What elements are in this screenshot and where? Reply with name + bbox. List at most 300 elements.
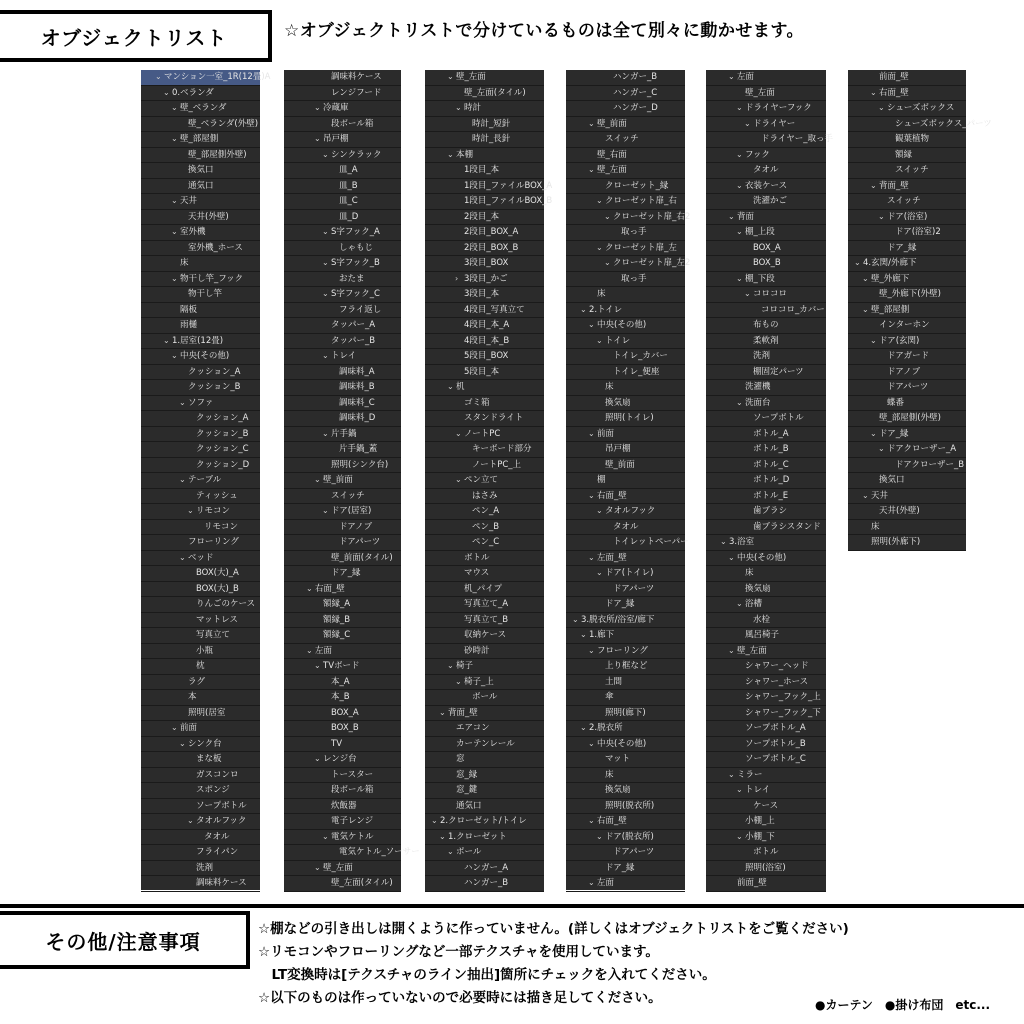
tree-row[interactable] [566, 148, 685, 164]
tree-row[interactable] [706, 86, 826, 102]
chevron-down-icon[interactable]: ⌄ [163, 335, 170, 345]
tree-row[interactable] [284, 737, 401, 753]
tree-row[interactable] [566, 551, 685, 567]
chevron-down-icon[interactable]: ⌄ [878, 103, 885, 112]
tree-row[interactable] [706, 334, 826, 350]
tree-row[interactable] [706, 272, 826, 288]
tree-row[interactable] [141, 117, 260, 133]
tree-row[interactable] [706, 613, 826, 629]
tree-row[interactable] [425, 861, 544, 877]
chevron-down-icon[interactable]: ⌄ [744, 289, 751, 298]
chevron-down-icon[interactable]: ⌄ [596, 242, 603, 252]
chevron-down-icon[interactable]: ⌄ [580, 304, 587, 314]
tree-row[interactable] [566, 752, 685, 768]
tree-row[interactable] [566, 117, 685, 133]
chevron-down-icon[interactable]: ⌄ [179, 475, 186, 484]
chevron-down-icon[interactable]: ⌄ [720, 537, 727, 546]
tree-row[interactable] [425, 520, 544, 536]
tree-row[interactable] [284, 597, 401, 613]
tree-row[interactable] [566, 783, 685, 799]
chevron-down-icon[interactable]: ⌄ [439, 831, 446, 841]
tree-row[interactable] [425, 644, 544, 660]
tree-row[interactable] [141, 628, 260, 644]
tree-row[interactable] [425, 597, 544, 613]
chevron-down-icon[interactable]: ⌄ [322, 831, 329, 841]
tree-row[interactable] [141, 876, 260, 892]
chevron-down-icon[interactable]: ⌄ [854, 258, 861, 267]
tree-row[interactable] [141, 535, 260, 551]
tree-row[interactable] [284, 210, 401, 226]
tree-row[interactable] [706, 489, 826, 505]
tree-row[interactable] [566, 442, 685, 458]
tree-row[interactable] [848, 86, 966, 102]
tree-row[interactable] [141, 396, 260, 412]
tree-row[interactable] [141, 148, 260, 164]
chevron-down-icon[interactable]: ⌄ [604, 258, 611, 267]
tree-row[interactable] [566, 814, 685, 830]
tree-row[interactable] [848, 256, 966, 272]
tree-row[interactable] [706, 721, 826, 737]
tree-row[interactable] [141, 845, 260, 861]
tree-row[interactable] [566, 349, 685, 365]
tree-row[interactable] [425, 706, 544, 722]
tree-row[interactable] [566, 132, 685, 148]
tree-row[interactable] [566, 613, 685, 629]
tree-row[interactable] [141, 287, 260, 303]
tree-row[interactable] [425, 194, 553, 210]
chevron-down-icon[interactable]: ⌄ [862, 490, 869, 500]
chevron-down-icon[interactable]: ⌄ [736, 599, 743, 608]
tree-row[interactable] [425, 473, 544, 489]
tree-row[interactable] [284, 520, 401, 536]
tree-row[interactable] [425, 659, 544, 675]
tree-row[interactable] [284, 287, 401, 303]
tree-row[interactable] [284, 582, 401, 598]
tree-row[interactable] [566, 644, 685, 660]
chevron-down-icon[interactable]: ⌄ [588, 428, 595, 438]
tree-row[interactable] [425, 721, 544, 737]
tree-row[interactable] [141, 675, 260, 691]
tree-row[interactable] [706, 396, 826, 412]
tree-row[interactable] [706, 303, 826, 319]
tree-row[interactable] [141, 303, 260, 319]
tree-row[interactable] [141, 473, 260, 489]
tree-row[interactable] [706, 210, 826, 226]
chevron-down-icon[interactable]: ⌄ [187, 506, 194, 515]
tree-row[interactable] [425, 768, 544, 784]
tree-row[interactable] [566, 535, 689, 551]
tree-row[interactable] [848, 148, 966, 164]
tree-row[interactable] [706, 148, 826, 164]
tree-row[interactable] [848, 427, 966, 443]
tree-row[interactable] [848, 489, 966, 505]
tree-row[interactable] [141, 318, 260, 334]
tree-row[interactable] [566, 690, 685, 706]
tree-row[interactable] [425, 163, 544, 179]
tree-row[interactable] [284, 334, 401, 350]
tree-row[interactable] [848, 504, 966, 520]
chevron-down-icon[interactable]: ⌄ [447, 149, 454, 159]
tree-row[interactable] [284, 644, 401, 660]
chevron-down-icon[interactable]: ⌄ [179, 738, 186, 748]
tree-row[interactable] [425, 148, 544, 164]
tree-row[interactable] [425, 334, 544, 350]
tree-row[interactable] [706, 256, 826, 272]
chevron-down-icon[interactable]: ⌄ [171, 351, 178, 360]
tree-row[interactable] [848, 210, 966, 226]
chevron-down-icon[interactable]: ⌄ [728, 72, 735, 81]
tree-row[interactable] [848, 473, 966, 489]
tree-row[interactable] [141, 752, 260, 768]
tree-row[interactable] [566, 396, 685, 412]
tree-row[interactable] [706, 628, 826, 644]
tree-row[interactable] [706, 675, 826, 691]
chevron-down-icon[interactable]: ⌄ [878, 211, 885, 221]
chevron-down-icon[interactable]: ⌄ [736, 397, 743, 407]
tree-row[interactable] [425, 241, 544, 257]
tree-row[interactable] [566, 861, 685, 877]
tree-row[interactable] [284, 690, 401, 706]
chevron-down-icon[interactable]: ⌄ [728, 552, 735, 562]
tree-row[interactable] [566, 287, 685, 303]
tree-row[interactable] [848, 442, 966, 458]
tree-row[interactable] [284, 768, 401, 784]
tree-row[interactable] [848, 303, 966, 319]
tree-row[interactable] [425, 86, 544, 102]
chevron-down-icon[interactable]: ⌄ [862, 304, 869, 314]
tree-row[interactable] [566, 706, 685, 722]
chevron-down-icon[interactable]: ⌄ [322, 506, 329, 515]
tree-row[interactable] [284, 225, 401, 241]
chevron-down-icon[interactable]: ⌄ [455, 475, 462, 484]
tree-row[interactable] [566, 411, 685, 427]
tree-row[interactable] [706, 349, 826, 365]
chevron-down-icon[interactable]: ⌄ [447, 72, 454, 81]
chevron-down-icon[interactable]: ⌄ [596, 506, 603, 515]
chevron-down-icon[interactable]: ⌄ [447, 847, 454, 856]
tree-row[interactable] [706, 737, 826, 753]
tree-row[interactable] [284, 551, 401, 567]
tree-row[interactable] [425, 845, 544, 861]
tree-row[interactable] [284, 380, 401, 396]
tree-row[interactable] [706, 241, 826, 257]
tree-row[interactable] [425, 210, 544, 226]
chevron-down-icon[interactable]: ⌄ [455, 676, 462, 686]
tree-row[interactable] [284, 613, 401, 629]
chevron-down-icon[interactable]: ⌄ [322, 258, 329, 267]
tree-row[interactable] [425, 225, 544, 241]
tree-row[interactable] [284, 845, 420, 861]
tree-row[interactable] [141, 256, 260, 272]
tree-row[interactable] [706, 768, 826, 784]
tree-row[interactable] [706, 582, 826, 598]
tree-row[interactable] [425, 752, 544, 768]
tree-row[interactable] [848, 535, 966, 551]
tree-row[interactable] [284, 628, 401, 644]
tree-row[interactable] [284, 349, 401, 365]
tree-row[interactable] [284, 194, 401, 210]
chevron-down-icon[interactable]: ⌄ [171, 273, 178, 283]
tree-row[interactable] [566, 303, 685, 319]
tree-row[interactable] [425, 628, 544, 644]
tree-row[interactable] [566, 830, 685, 846]
tree-row[interactable] [706, 179, 826, 195]
tree-row[interactable] [284, 566, 401, 582]
tree-row[interactable] [141, 411, 260, 427]
tree-row[interactable] [141, 70, 271, 86]
tree-row[interactable] [706, 504, 826, 520]
tree-row[interactable] [284, 721, 401, 737]
chevron-down-icon[interactable]: ⌄ [596, 196, 603, 205]
chevron-down-icon[interactable]: ⌄ [179, 552, 186, 562]
chevron-down-icon[interactable]: ⌄ [870, 428, 877, 438]
tree-row[interactable] [284, 303, 401, 319]
tree-row[interactable] [284, 799, 401, 815]
tree-row[interactable] [566, 675, 685, 691]
chevron-down-icon[interactable]: ⌄ [596, 831, 603, 841]
tree-row[interactable] [141, 334, 260, 350]
tree-row[interactable] [706, 411, 826, 427]
tree-row[interactable] [425, 458, 544, 474]
tree-row[interactable] [141, 520, 260, 536]
tree-row[interactable] [284, 148, 401, 164]
tree-row[interactable] [284, 783, 401, 799]
tree-row[interactable] [848, 132, 966, 148]
tree-row[interactable] [425, 442, 544, 458]
tree-row[interactable] [848, 334, 966, 350]
chevron-down-icon[interactable]: ⌄ [431, 816, 438, 825]
tree-row[interactable] [425, 737, 544, 753]
tree-row[interactable] [566, 163, 685, 179]
tree-row[interactable] [566, 489, 685, 505]
chevron-down-icon[interactable]: ⌄ [155, 72, 162, 81]
tree-row[interactable] [706, 365, 826, 381]
tree-row[interactable] [141, 768, 260, 784]
tree-row[interactable] [425, 489, 544, 505]
tree-row[interactable] [425, 396, 544, 412]
tree-row[interactable] [141, 551, 260, 567]
tree-row[interactable] [566, 876, 685, 892]
tree-row[interactable] [425, 566, 544, 582]
tree-row[interactable] [848, 179, 966, 195]
tree-row[interactable] [425, 783, 544, 799]
tree-row[interactable] [425, 303, 544, 319]
chevron-down-icon[interactable]: ⌄ [870, 335, 877, 345]
tree-row[interactable] [566, 225, 685, 241]
tree-row[interactable] [284, 396, 401, 412]
tree-row[interactable] [141, 210, 260, 226]
tree-row[interactable] [706, 814, 826, 830]
chevron-down-icon[interactable]: ⌄ [171, 134, 178, 143]
chevron-down-icon[interactable]: ⌄ [878, 444, 885, 453]
chevron-down-icon[interactable]: ⌄ [736, 149, 743, 159]
tree-row[interactable] [848, 380, 966, 396]
tree-row[interactable] [141, 101, 260, 117]
tree-row[interactable] [566, 473, 685, 489]
tree-row[interactable] [141, 442, 260, 458]
tree-row[interactable] [848, 272, 966, 288]
chevron-down-icon[interactable]: ⌄ [455, 103, 462, 112]
tree-row[interactable] [566, 70, 685, 86]
chevron-down-icon[interactable]: ⌄ [322, 428, 329, 438]
tree-row[interactable] [284, 489, 401, 505]
tree-row[interactable] [848, 411, 966, 427]
tree-row[interactable] [141, 659, 260, 675]
tree-row[interactable] [284, 659, 401, 675]
tree-row[interactable] [706, 706, 826, 722]
chevron-down-icon[interactable]: ⌄ [306, 645, 313, 655]
chevron-down-icon[interactable]: ⌄ [314, 862, 321, 872]
tree-row[interactable] [284, 241, 401, 257]
chevron-down-icon[interactable]: ⌄ [862, 273, 869, 283]
tree-row[interactable] [566, 504, 685, 520]
tree-row[interactable] [706, 520, 826, 536]
chevron-down-icon[interactable]: ⌄ [572, 614, 579, 624]
tree-row[interactable] [284, 876, 401, 892]
tree-row[interactable] [706, 458, 826, 474]
chevron-down-icon[interactable]: ⌄ [588, 552, 595, 562]
tree-row[interactable] [141, 225, 260, 241]
tree-row[interactable] [141, 272, 260, 288]
tree-row[interactable] [141, 132, 260, 148]
tree-row[interactable] [141, 427, 260, 443]
chevron-down-icon[interactable]: ⌄ [588, 118, 595, 128]
tree-row[interactable] [284, 473, 401, 489]
chevron-down-icon[interactable]: ⌄ [322, 149, 329, 159]
chevron-down-icon[interactable]: ⌄ [588, 738, 595, 748]
chevron-down-icon[interactable]: ⌄ [314, 661, 321, 670]
chevron-down-icon[interactable]: ⌄ [179, 397, 186, 407]
tree-row[interactable] [284, 675, 401, 691]
tree-row[interactable] [706, 644, 826, 660]
tree-row[interactable] [284, 504, 401, 520]
tree-row[interactable] [566, 721, 685, 737]
tree-row[interactable] [425, 675, 544, 691]
tree-row[interactable] [706, 845, 826, 861]
chevron-down-icon[interactable]: ⌄ [171, 196, 178, 205]
tree-row[interactable] [141, 737, 260, 753]
chevron-down-icon[interactable]: ⌄ [728, 769, 735, 779]
tree-row[interactable] [425, 349, 544, 365]
tree-row[interactable] [566, 659, 685, 675]
chevron-down-icon[interactable]: ⌄ [447, 661, 454, 670]
tree-row[interactable] [706, 799, 826, 815]
tree-row[interactable] [141, 86, 260, 102]
tree-row[interactable] [284, 86, 401, 102]
tree-row[interactable] [706, 473, 826, 489]
chevron-down-icon[interactable]: ⌄ [588, 490, 595, 500]
tree-row[interactable] [848, 163, 966, 179]
tree-row[interactable] [141, 644, 260, 660]
tree-row[interactable] [706, 427, 826, 443]
tree-row[interactable] [848, 458, 966, 474]
tree-row[interactable] [284, 132, 401, 148]
tree-row[interactable] [706, 551, 826, 567]
chevron-down-icon[interactable]: ⌄ [728, 645, 735, 655]
tree-row[interactable] [141, 783, 260, 799]
tree-row[interactable] [566, 365, 685, 381]
tree-row[interactable] [284, 272, 401, 288]
tree-row[interactable] [425, 582, 544, 598]
tree-row[interactable] [706, 597, 826, 613]
chevron-down-icon[interactable]: ⌄ [870, 87, 877, 97]
tree-row[interactable] [706, 830, 826, 846]
chevron-down-icon[interactable]: ⌄ [596, 335, 603, 345]
tree-row[interactable] [566, 380, 685, 396]
chevron-down-icon[interactable]: ⌄ [588, 645, 595, 655]
chevron-down-icon[interactable]: ⌄ [171, 227, 178, 236]
tree-row[interactable] [848, 349, 966, 365]
tree-row[interactable] [848, 70, 966, 86]
tree-row[interactable] [706, 132, 833, 148]
tree-row[interactable] [141, 241, 260, 257]
tree-row[interactable] [706, 287, 826, 303]
tree-row[interactable] [141, 458, 260, 474]
tree-row[interactable] [425, 876, 544, 892]
tree-row[interactable] [284, 117, 401, 133]
chevron-down-icon[interactable]: ⌄ [439, 707, 446, 717]
tree-row[interactable] [425, 70, 544, 86]
tree-row[interactable] [141, 814, 260, 830]
tree-row[interactable] [848, 318, 966, 334]
tree-row[interactable] [425, 799, 544, 815]
tree-row[interactable] [848, 117, 992, 133]
tree-row[interactable] [706, 442, 826, 458]
tree-row[interactable] [425, 256, 544, 272]
tree-row[interactable] [141, 597, 260, 613]
tree-row[interactable] [425, 690, 544, 706]
tree-row[interactable] [284, 442, 401, 458]
tree-row[interactable] [848, 365, 966, 381]
tree-row[interactable] [706, 70, 826, 86]
tree-row[interactable] [706, 861, 826, 877]
tree-row[interactable] [706, 876, 826, 892]
tree-row[interactable] [425, 427, 544, 443]
tree-row[interactable] [284, 318, 401, 334]
tree-row[interactable] [141, 349, 260, 365]
chevron-down-icon[interactable]: ⌄ [588, 320, 595, 329]
tree-row[interactable] [425, 535, 544, 551]
chevron-down-icon[interactable]: ⌄ [455, 428, 462, 438]
tree-row[interactable] [141, 489, 260, 505]
chevron-down-icon[interactable]: ⌄ [588, 878, 595, 887]
tree-row[interactable] [141, 799, 260, 815]
chevron-down-icon[interactable]: ⌄ [580, 723, 587, 732]
tree-row[interactable] [425, 814, 544, 830]
tree-row[interactable] [141, 566, 260, 582]
tree-row[interactable] [566, 520, 685, 536]
tree-row[interactable] [425, 613, 544, 629]
chevron-down-icon[interactable]: ⌄ [728, 211, 735, 221]
tree-row[interactable] [284, 706, 401, 722]
chevron-down-icon[interactable]: ⌄ [322, 351, 329, 360]
chevron-down-icon[interactable]: ⌄ [447, 382, 454, 391]
chevron-down-icon[interactable]: ⌄ [322, 289, 329, 298]
tree-row[interactable] [706, 101, 826, 117]
chevron-down-icon[interactable]: ⌄ [163, 87, 170, 97]
tree-row[interactable] [848, 241, 966, 257]
tree-row[interactable] [706, 752, 826, 768]
tree-row[interactable] [141, 706, 260, 722]
tree-row[interactable] [706, 380, 826, 396]
tree-row[interactable] [566, 737, 685, 753]
chevron-down-icon[interactable]: ⌄ [322, 227, 329, 236]
tree-row[interactable] [141, 504, 260, 520]
tree-row[interactable] [141, 582, 260, 598]
tree-row[interactable] [284, 179, 401, 195]
chevron-down-icon[interactable]: ⌄ [306, 583, 313, 593]
tree-row[interactable] [706, 163, 826, 179]
